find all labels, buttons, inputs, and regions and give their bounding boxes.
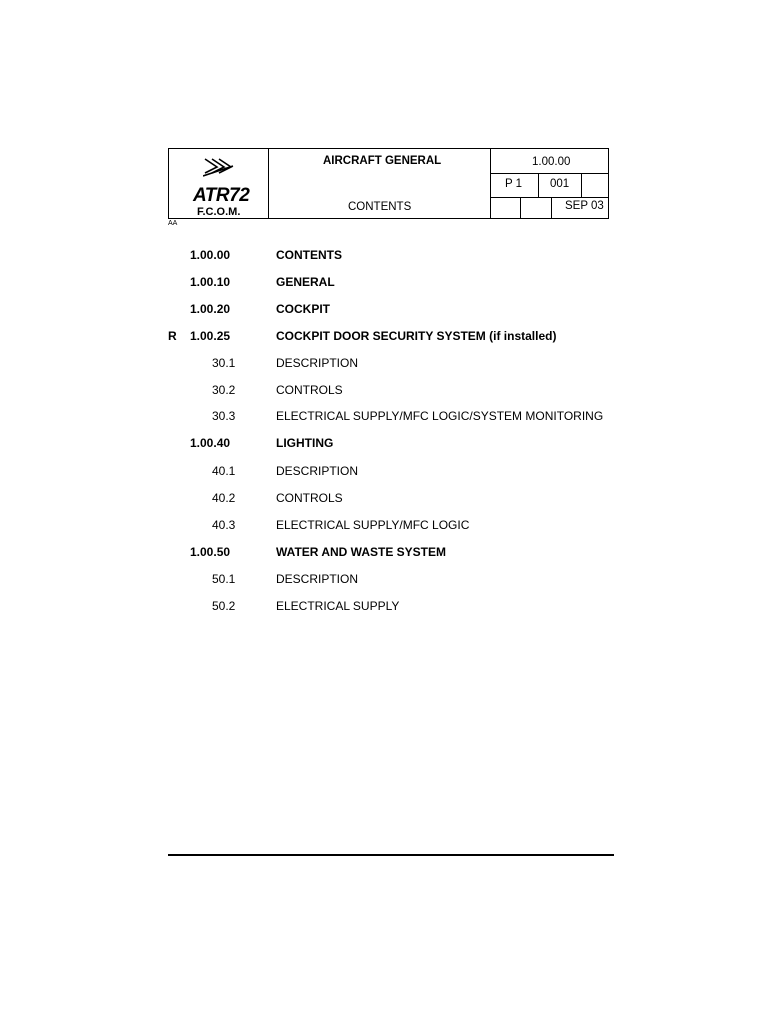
toc-row [0, 356, 768, 374]
toc-section-title: CONTROLS [276, 491, 343, 505]
toc-section-code: 1.00.40 [190, 436, 231, 450]
reference-cell [490, 149, 608, 218]
toc-section-code: 40.3 [212, 518, 236, 532]
toc-section-title: GENERAL [276, 275, 335, 289]
toc-row [0, 329, 768, 347]
toc-row [0, 302, 768, 320]
small-mark: AA [168, 220, 178, 227]
toc-row [0, 436, 768, 454]
toc-section-title: CONTENTS [276, 248, 342, 262]
page-header-box [168, 148, 609, 219]
logo-cell [169, 149, 269, 218]
toc-section-title: LIGHTING [276, 436, 334, 450]
toc-section-code: 30.1 [212, 356, 236, 370]
toc-section-code: 1.00.20 [190, 302, 231, 316]
toc-row [0, 599, 768, 617]
toc-section-title: ELECTRICAL SUPPLY/MFC LOGIC/SYSTEM MONITORING [276, 409, 604, 423]
section-code-row [490, 149, 608, 174]
manual-name: F.C.O.M. [197, 206, 241, 218]
toc-section-code: 30.2 [212, 383, 236, 397]
toc-row [0, 572, 768, 590]
title-cell [268, 149, 491, 218]
toc-section-code: 50.1 [212, 572, 236, 586]
toc-row [0, 275, 768, 293]
toc-row [0, 464, 768, 482]
page-row [490, 173, 608, 198]
brand-logo-text: ATR72 [193, 185, 250, 206]
toc-section-code: 40.2 [212, 491, 236, 505]
atr-arrows-logo-icon [203, 155, 235, 183]
toc-section-code: 30.3 [212, 409, 236, 423]
revision-date: SEP 03 [565, 200, 604, 212]
toc-section-title: ELECTRICAL SUPPLY [276, 599, 400, 613]
toc-section-code: 1.00.10 [190, 275, 231, 289]
toc-section-code: 1.00.25 [190, 329, 231, 343]
toc-section-title: COCKPIT [276, 302, 330, 316]
toc-section-code: 40.1 [212, 464, 236, 478]
toc-row [0, 545, 768, 563]
toc-section-title: DESCRIPTION [276, 464, 359, 478]
toc-section-title: ELECTRICAL SUPPLY/MFC LOGIC [276, 518, 470, 532]
toc-section-code: 1.00.00 [190, 248, 231, 262]
toc-section-title: COCKPIT DOOR SECURITY SYSTEM (if installed) [276, 329, 557, 343]
toc-row [0, 383, 768, 401]
toc-row [0, 491, 768, 509]
toc-section-title: DESCRIPTION [276, 572, 359, 586]
section-title: CONTENTS [348, 201, 412, 213]
toc-section-title: DESCRIPTION [276, 356, 359, 370]
footer-rule [168, 854, 614, 856]
revision-marker: R [168, 329, 177, 343]
toc-section-title: CONTROLS [276, 383, 343, 397]
toc-section-title: WATER AND WASTE SYSTEM [276, 545, 447, 559]
toc-section-code: 50.2 [212, 599, 236, 613]
toc-row [0, 248, 768, 266]
toc-section-code: 1.00.50 [190, 545, 231, 559]
page-label: P 1 [505, 178, 523, 190]
toc-row [0, 518, 768, 536]
chapter-title: AIRCRAFT GENERAL [323, 155, 442, 167]
page-sequence: 001 [550, 178, 570, 190]
toc-row [0, 409, 768, 427]
date-row [490, 197, 608, 218]
section-code: 1.00.00 [532, 156, 571, 168]
